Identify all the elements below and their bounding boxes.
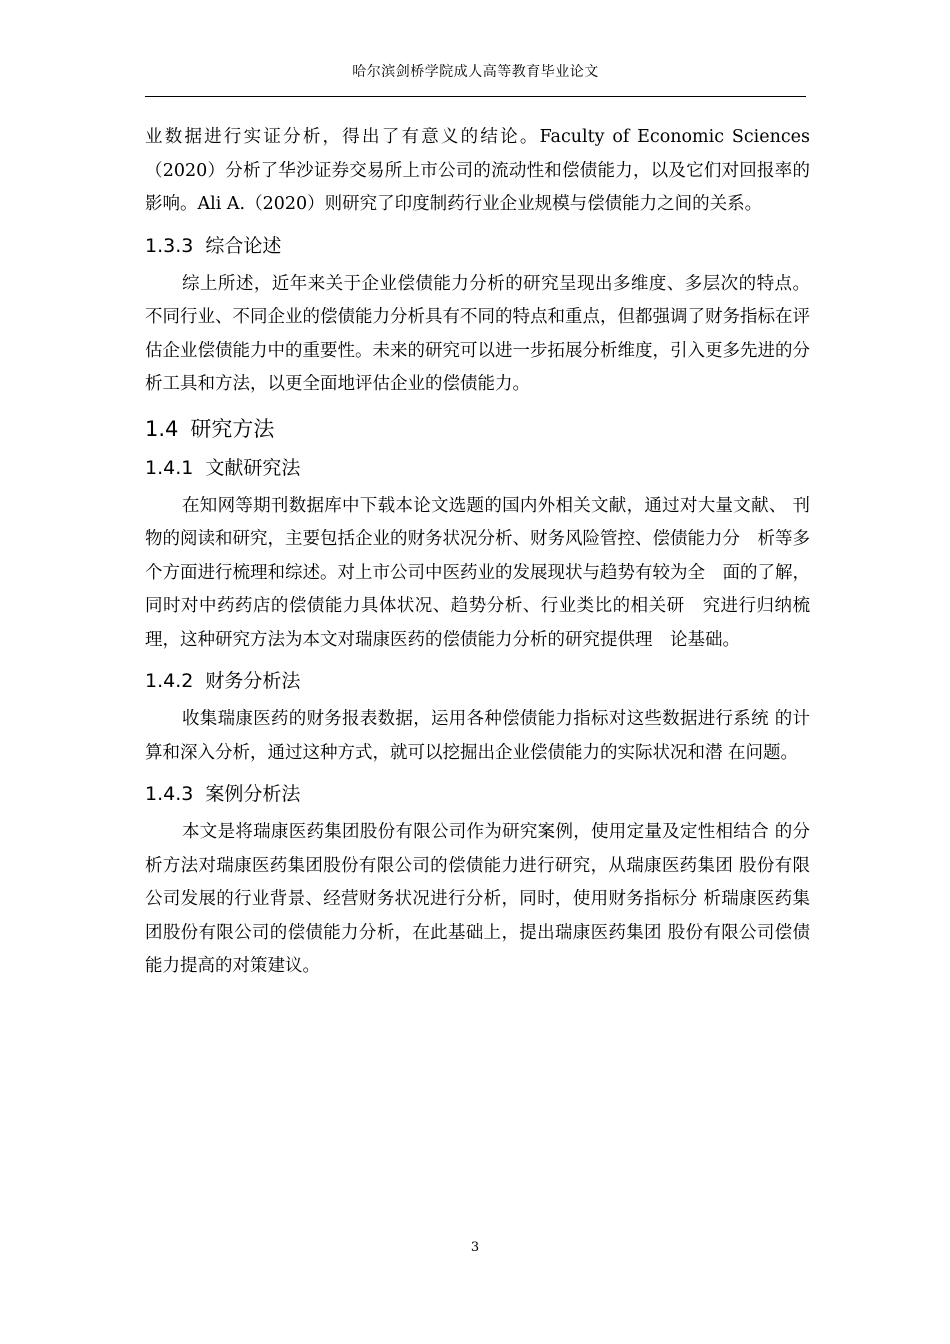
heading-text: 财务分析法	[205, 670, 301, 692]
heading-1-4-3	[145, 780, 810, 808]
page-body	[145, 121, 810, 984]
paragraph-literature-method: 在知网等期刊数据库中下载本论文选题的国内外相关文献，通过对大量文献、 刊物的阅读和研究，主要包括企业的财务状况分析、财务风险管控、偿债能力分 析等多个方面进行梳理和综述。对上市公司中医药业的发展现状与趋势有较为全 面的了解，同时对中药药店的偿债能力具体状况、趋势分析、行业类比的相关研 究进行归纳梳理，这种研究方法为本文对瑞康医药的偿债能力分析的研究提供理 论基础。	[145, 495, 810, 650]
heading-number: 1.4.2	[145, 670, 194, 692]
heading-text: 文献研究法	[205, 456, 301, 479]
heading-1-3-3	[145, 232, 810, 260]
heading-number: 1.4	[145, 416, 179, 441]
heading-text: 案例分析法	[205, 783, 301, 805]
heading-1-4	[145, 414, 810, 444]
paragraph-case-method: 本文是将瑞康医药集团股份有限公司作为研究案例，使用定量及定性相结合 的分析方法对瑞康医药集团股份有限公司的偿债能力进行研究，从瑞康医药集团 股份有限公司发展的行业背景、经营财务状况进行分析，同时，使用财务指标分 析瑞康医药集团股份有限公司的偿债能力分析，在此基础上，提出瑞康医药集团 股份有限公司偿债能力提高的对策建议。	[145, 822, 810, 976]
paragraph-literature-continued: 业数据进行实证分析，得出了有意义的结论。Faculty of Economic Sciences（2020）分析了华沙证券交易所上市公司的流动性和偿债能力，以及它们对回报率的影响。Ali A.（2020）则研究了印度制药行业企业规模与偿债能力之间的关系。	[145, 127, 810, 214]
paragraph-summary: 综上所述，近年来关于企业偿债能力分析的研究呈现出多维度、多层次的特点。不同行业、不同企业的偿债能力分析具有不同的特点和重点，但都强调了财务指标在评估企业偿债能力中的重要性。未来的研究可以进一步拓展分析维度，引入更多先进的分析工具和方法，以更全面地评估企业的偿债能力。	[145, 273, 810, 394]
page-number: 3	[470, 1240, 480, 1255]
heading-number: 1.4.3	[145, 783, 194, 805]
heading-1-4-1	[145, 454, 810, 482]
running-header: 哈尔滨剑桥学院成人高等教育毕业论文	[352, 64, 599, 80]
heading-number: 1.3.3	[145, 234, 194, 257]
heading-1-4-2	[145, 667, 810, 695]
header-divider	[145, 96, 806, 97]
heading-text: 研究方法	[190, 416, 275, 441]
heading-number: 1.4.1	[145, 456, 194, 479]
heading-text: 综合论述	[205, 234, 282, 257]
paragraph-financial-method: 收集瑞康医药的财务报表数据，运用各种偿债能力指标对这些数据进行系统 的计算和深入分析，通过这种方式，就可以挖掘出企业偿债能力的实际状况和潜 在问题。	[145, 709, 810, 763]
